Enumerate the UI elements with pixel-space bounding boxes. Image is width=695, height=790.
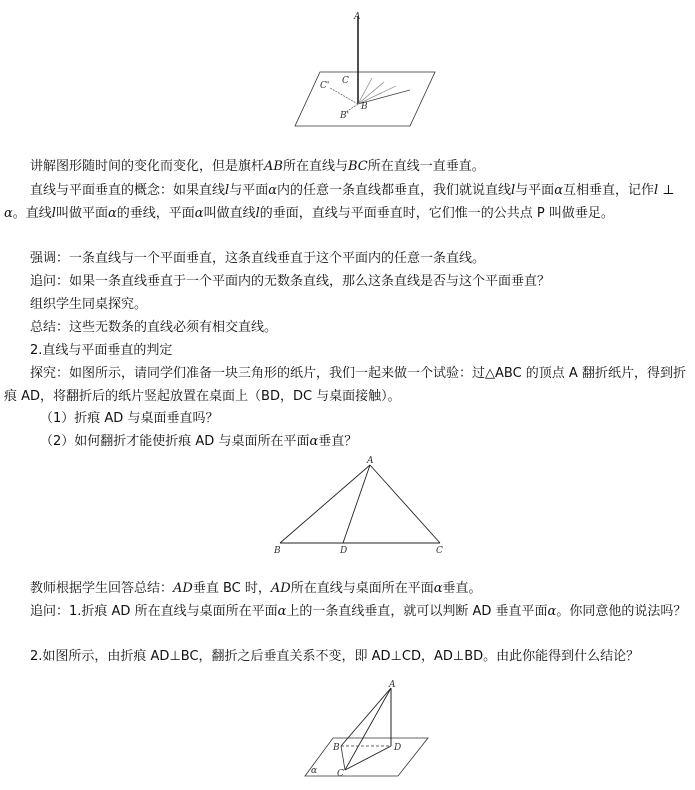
plane-alpha <box>305 738 428 776</box>
label-c-prime: C' <box>320 81 330 91</box>
plane-parallelogram <box>295 72 435 126</box>
paragraph-organize: 组织学生同桌探究。 <box>30 297 148 312</box>
figure-triangle <box>270 455 450 555</box>
label-a: A <box>367 456 374 466</box>
sun-ray-1 <box>358 78 372 104</box>
figure-flagpole <box>290 8 440 130</box>
paragraph-teacher-summary: 教师根据学生回答总结：AD垂直 BC 时，AD所在直线与桌面所在平面α垂直。 <box>30 581 482 596</box>
flagpole-svg <box>290 8 440 130</box>
paragraph-summary: 总结：这些无数条的直线必须有相交直线。 <box>30 320 278 335</box>
label-d: D <box>394 743 402 753</box>
label-c: C <box>436 546 443 556</box>
folded-svg <box>303 682 433 782</box>
section-heading-judgement: 2.直线与平面垂直的判定 <box>30 343 173 358</box>
label-a: A <box>354 12 361 22</box>
paragraph-followup-1: 追问：1.折痕 AD 所在直线与桌面所在平面α上的一条直线垂直，就可以判断 AD 垂直平面α。你同意他的说法吗？ <box>30 604 687 619</box>
paragraph-explore: 探究：如图所示，请同学们准备一块三角形的纸片，我们一起来做一个试验：过△ABC 的顶点 A 翻折纸片，得到折痕 AD，将翻折后的纸片竖起放置在桌面上（BD，DC 与桌面接触）。 <box>4 366 686 404</box>
paragraph-followup-2: 2.如图所示，由折痕 AD⊥BC，翻折之后垂直关系不变，即 AD⊥CD，AD⊥BD。由此你能得到什么结论？ <box>30 649 640 664</box>
figure-folded <box>303 682 433 782</box>
paragraph-definition: 直线与平面垂直的概念：如果直线l与平面α内的任意一条直线都垂直，我们就说直线l与平面α互相垂直，记作l ⊥ α。直线l叫做平面α的垂线，平面α叫做直线l的垂面，直线与平面垂直时，它们惟一的公共点 P 叫做垂足。 <box>4 183 675 221</box>
shadow-bc-prime <box>330 88 358 104</box>
paragraph-flagpole: 讲解图形随时间的变化而变化，但是旗杆AB所在直线与BC所在直线一直垂直。 <box>30 159 485 174</box>
label-c: C <box>342 76 349 86</box>
label-b: B <box>361 102 368 112</box>
paragraph-followup-question: 追问：如果一条直线垂直于一个平面内的无数条直线，那么这条直线是否与这个平面垂直？ <box>30 274 551 289</box>
question-1: （1）折痕 AD 与桌面垂直吗？ <box>40 411 219 426</box>
label-alpha: α <box>311 766 318 776</box>
side-ac <box>370 465 440 543</box>
edge-bc <box>341 746 345 770</box>
label-b: B <box>333 743 340 753</box>
label-d: D <box>340 546 348 556</box>
label-b: B <box>274 546 281 556</box>
label-b-prime: B' <box>340 111 350 121</box>
question-2: （2）如何翻折才能使折痕 AD 与桌面所在平面α垂直？ <box>40 434 358 449</box>
label-c: C <box>337 769 344 779</box>
paragraph-emphasis: 强调：一条直线与一个平面垂直，这条直线垂直于这个平面内的任意一条直线。 <box>30 251 486 266</box>
triangle-svg <box>270 455 450 555</box>
edge-ab <box>341 688 391 746</box>
label-a: A <box>389 680 396 690</box>
